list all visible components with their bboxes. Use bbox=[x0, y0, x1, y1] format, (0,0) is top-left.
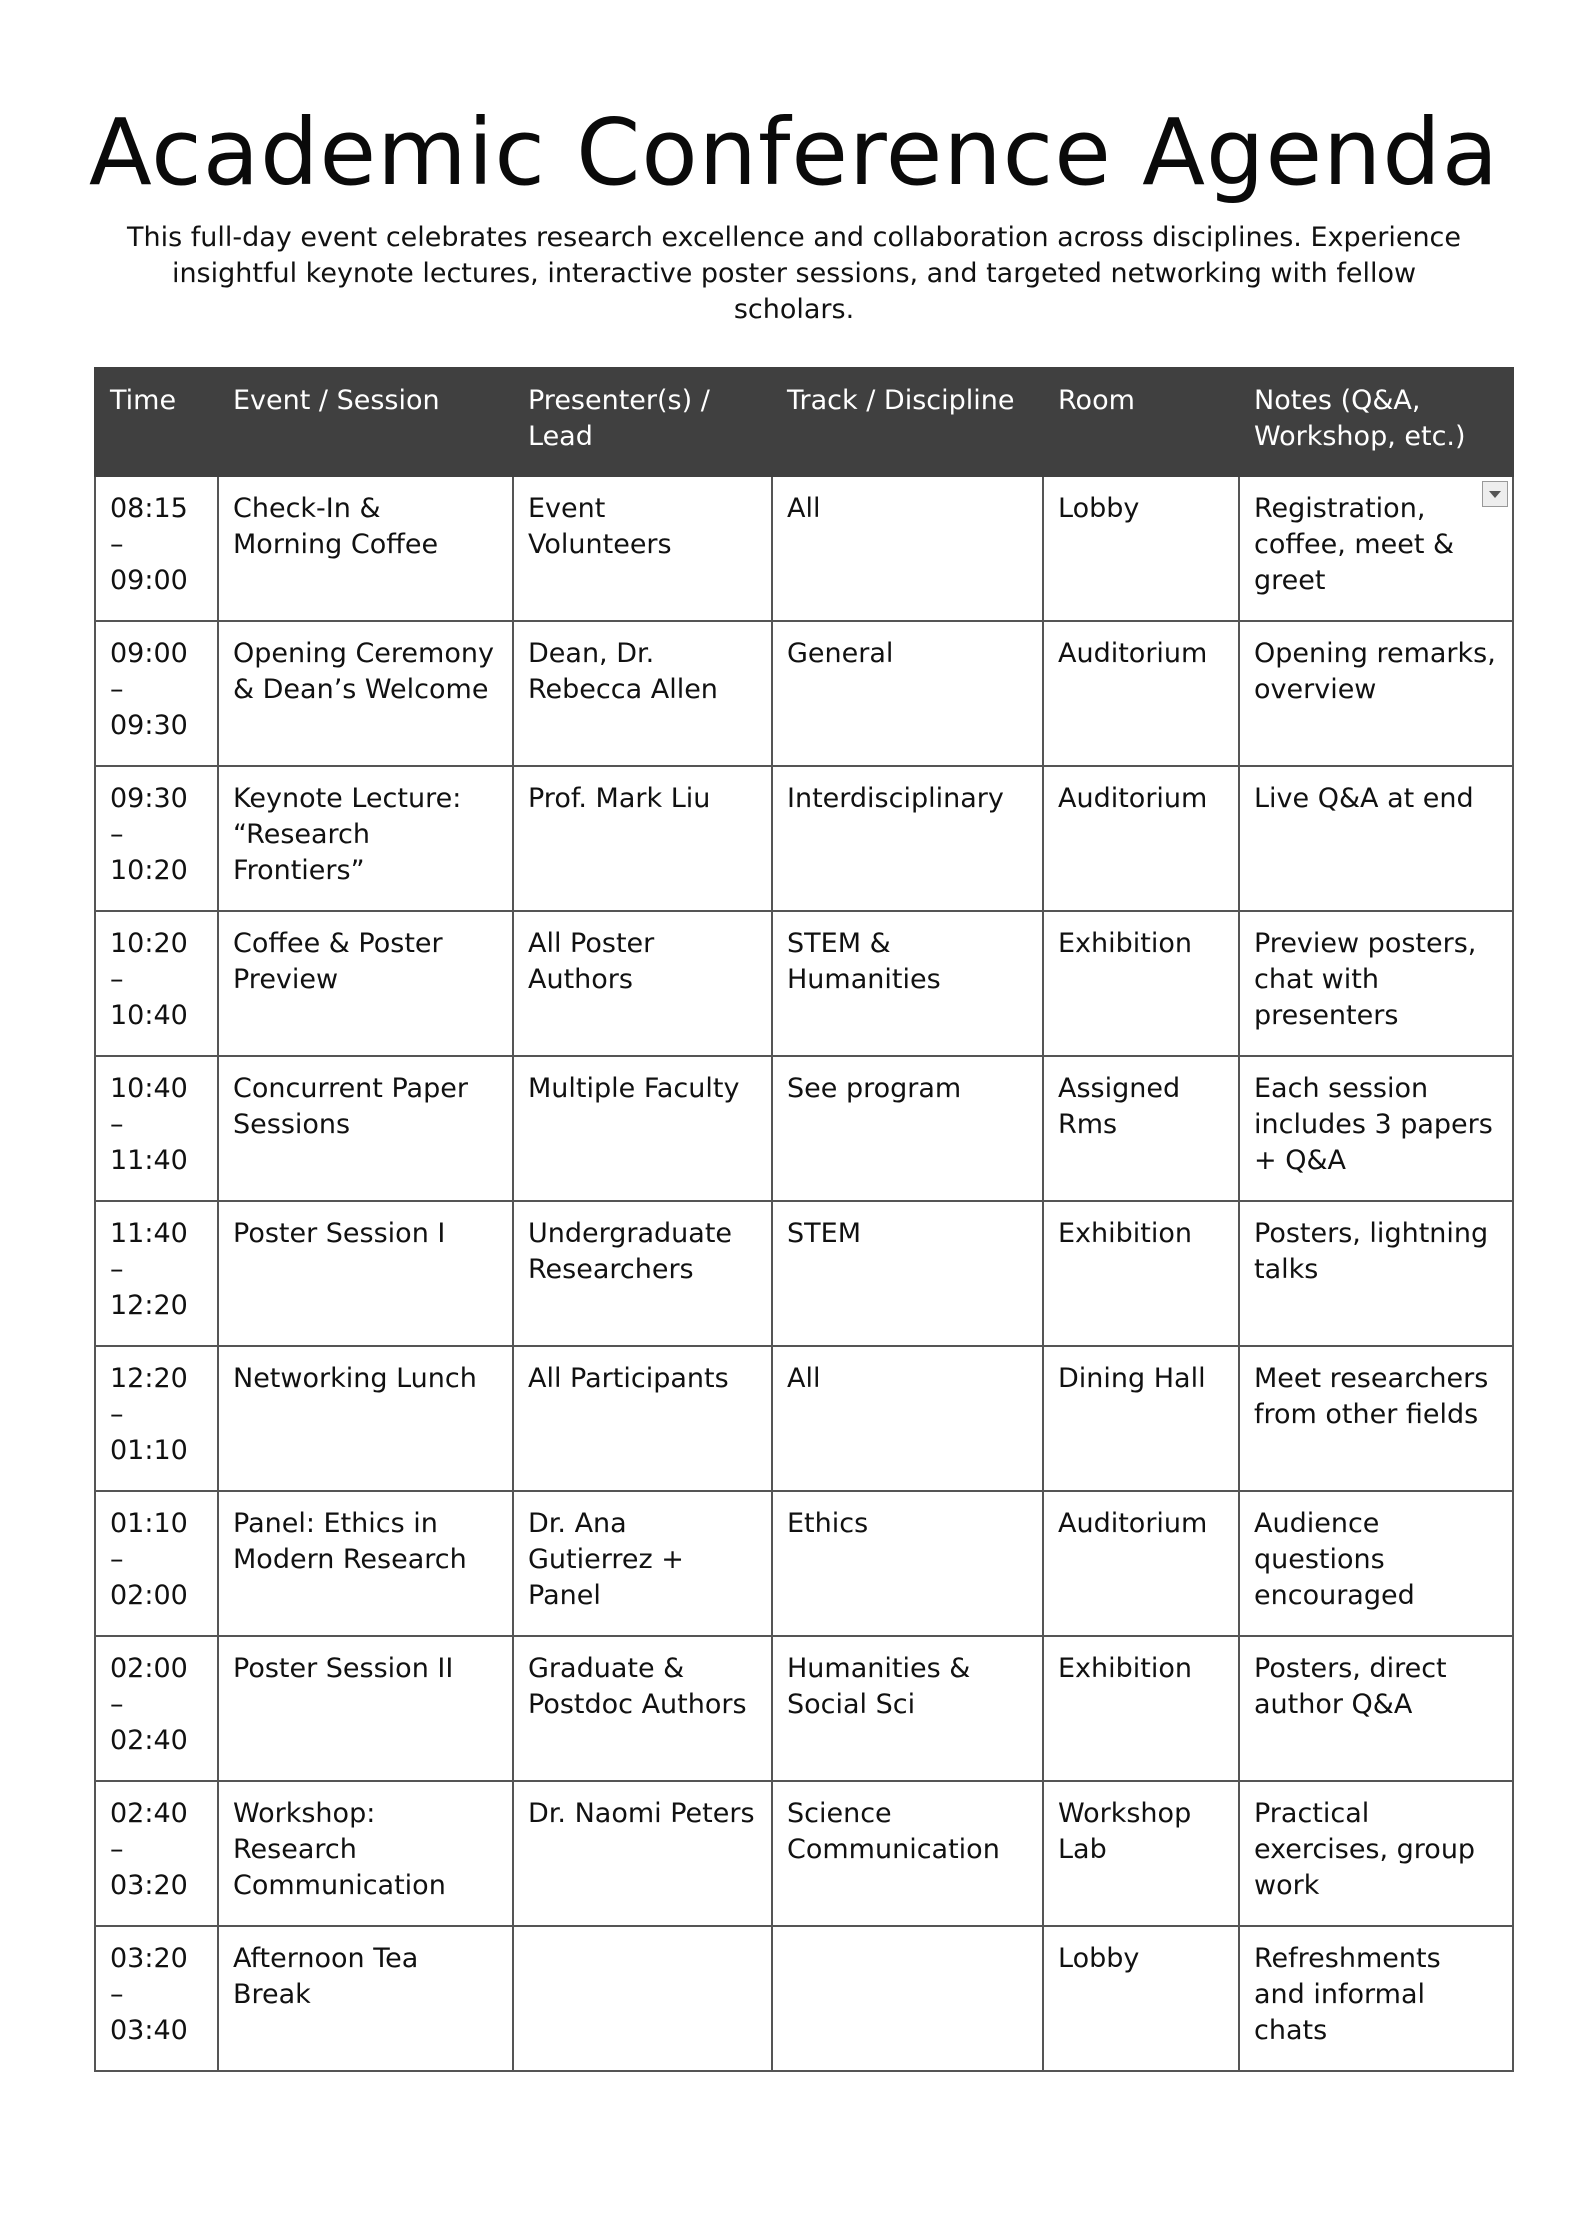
cell-time: 09:00 – 09:30 bbox=[95, 621, 218, 766]
cell-notes: Practical exercises, group work bbox=[1239, 1781, 1513, 1926]
cell-room: Lobby bbox=[1043, 1926, 1239, 2071]
table-row bbox=[95, 911, 1513, 1056]
cell-track: All bbox=[772, 476, 1043, 621]
cell-presenter: Prof. Mark Liu bbox=[513, 766, 772, 911]
cell-notes: Opening remarks, overview bbox=[1239, 621, 1513, 766]
cell-time: 03:20 – 03:40 bbox=[95, 1926, 218, 2071]
cell-time: 09:30 – 10:20 bbox=[95, 766, 218, 911]
cell-track: STEM & Humanities bbox=[772, 911, 1043, 1056]
cell-presenter: Dean, Dr. Rebecca Allen bbox=[513, 621, 772, 766]
cell-track: Ethics bbox=[772, 1491, 1043, 1636]
cell-presenter: Dr. Naomi Peters bbox=[513, 1781, 772, 1926]
cell-presenter: Event Volunteers bbox=[513, 476, 772, 621]
cell-notes-text: Registration, coffee, meet & greet bbox=[1254, 493, 1455, 596]
cell-event: Concurrent Paper Sessions bbox=[218, 1056, 513, 1201]
cell-presenter bbox=[513, 1926, 772, 2071]
cell-notes: Posters, lightning talks bbox=[1239, 1201, 1513, 1346]
header-presenter: Presenter(s) / Lead bbox=[513, 368, 772, 476]
cell-presenter: All Poster Authors bbox=[513, 911, 772, 1056]
cell-event: Opening Ceremony & Dean’s Welcome bbox=[218, 621, 513, 766]
cell-dropdown-button[interactable] bbox=[1482, 481, 1508, 507]
cell-room: Exhibition bbox=[1043, 911, 1239, 1056]
cell-event: Keynote Lecture: “Research Frontiers” bbox=[218, 766, 513, 911]
header-notes: Notes (Q&A, Workshop, etc.) bbox=[1239, 368, 1513, 476]
cell-room: Auditorium bbox=[1043, 621, 1239, 766]
page-subtitle: This full-day event celebrates research excellence and collaboration across disciplines. Experience insightful keynote lectures, interactive poster sessions, and targeted networking with fellow scholars. bbox=[126, 222, 1462, 325]
cell-event: Afternoon Tea Break bbox=[218, 1926, 513, 2071]
cell-event: Networking Lunch bbox=[218, 1346, 513, 1491]
cell-event: Poster Session II bbox=[218, 1636, 513, 1781]
cell-presenter: All Participants bbox=[513, 1346, 772, 1491]
cell-track: Science Communication bbox=[772, 1781, 1043, 1926]
cell-room: Auditorium bbox=[1043, 766, 1239, 911]
cell-track bbox=[772, 1926, 1043, 2071]
cell-presenter: Dr. Ana Gutierrez + Panel bbox=[513, 1491, 772, 1636]
cell-time: 01:10 – 02:00 bbox=[95, 1491, 218, 1636]
cell-track: All bbox=[772, 1346, 1043, 1491]
cell-event: Coffee & Poster Preview bbox=[218, 911, 513, 1056]
table-row bbox=[95, 1781, 1513, 1926]
cell-event: Panel: Ethics in Modern Research bbox=[218, 1491, 513, 1636]
cell-track: See program bbox=[772, 1056, 1043, 1201]
cell-room: Exhibition bbox=[1043, 1201, 1239, 1346]
cell-time: 10:20 – 10:40 bbox=[95, 911, 218, 1056]
cell-track: Interdisciplinary bbox=[772, 766, 1043, 911]
table-row bbox=[95, 476, 1513, 621]
header-time: Time bbox=[95, 368, 218, 476]
table-row bbox=[95, 621, 1513, 766]
cell-track: General bbox=[772, 621, 1043, 766]
cell-room: Assigned Rms bbox=[1043, 1056, 1239, 1201]
cell-room: Auditorium bbox=[1043, 1491, 1239, 1636]
cell-event: Workshop: Research Communication bbox=[218, 1781, 513, 1926]
agenda-table bbox=[94, 367, 1514, 2072]
table-row bbox=[95, 1201, 1513, 1346]
table-row bbox=[95, 1636, 1513, 1781]
cell-notes: Meet researchers from other fields bbox=[1239, 1346, 1513, 1491]
cell-presenter: Undergraduate Researchers bbox=[513, 1201, 772, 1346]
chevron-down-icon bbox=[1489, 491, 1501, 498]
cell-notes[interactable] bbox=[1239, 476, 1513, 621]
cell-presenter: Multiple Faculty bbox=[513, 1056, 772, 1201]
table-row bbox=[95, 766, 1513, 911]
cell-notes: Audience questions encouraged bbox=[1239, 1491, 1513, 1636]
cell-room: Workshop Lab bbox=[1043, 1781, 1239, 1926]
table-row bbox=[95, 1056, 1513, 1201]
cell-notes: Live Q&A at end bbox=[1239, 766, 1513, 911]
cell-time: 02:40 – 03:20 bbox=[95, 1781, 218, 1926]
cell-time: 02:00 – 02:40 bbox=[95, 1636, 218, 1781]
cell-notes: Refreshments and informal chats bbox=[1239, 1926, 1513, 2071]
cell-presenter: Graduate & Postdoc Authors bbox=[513, 1636, 772, 1781]
table-header-row bbox=[95, 368, 1513, 476]
table-row bbox=[95, 1491, 1513, 1636]
cell-track: Humanities & Social Sci bbox=[772, 1636, 1043, 1781]
cell-time: 11:40 – 12:20 bbox=[95, 1201, 218, 1346]
table-row bbox=[95, 1926, 1513, 2071]
cell-track: STEM bbox=[772, 1201, 1043, 1346]
cell-room: Lobby bbox=[1043, 476, 1239, 621]
header-room: Room bbox=[1043, 368, 1239, 476]
header-track: Track / Discipline bbox=[772, 368, 1043, 476]
cell-room: Dining Hall bbox=[1043, 1346, 1239, 1491]
cell-event: Poster Session I bbox=[218, 1201, 513, 1346]
table-row bbox=[95, 1346, 1513, 1491]
page-title: Academic Conference Agenda bbox=[88, 99, 1500, 206]
cell-time: 10:40 – 11:40 bbox=[95, 1056, 218, 1201]
cell-notes: Each session includes 3 papers + Q&A bbox=[1239, 1056, 1513, 1201]
cell-time: 12:20 – 01:10 bbox=[95, 1346, 218, 1491]
cell-room: Exhibition bbox=[1043, 1636, 1239, 1781]
cell-event: Check-In & Morning Coffee bbox=[218, 476, 513, 621]
cell-time: 08:15 – 09:00 bbox=[95, 476, 218, 621]
cell-notes: Preview posters, chat with presenters bbox=[1239, 911, 1513, 1056]
cell-notes: Posters, direct author Q&A bbox=[1239, 1636, 1513, 1781]
header-event: Event / Session bbox=[218, 368, 513, 476]
